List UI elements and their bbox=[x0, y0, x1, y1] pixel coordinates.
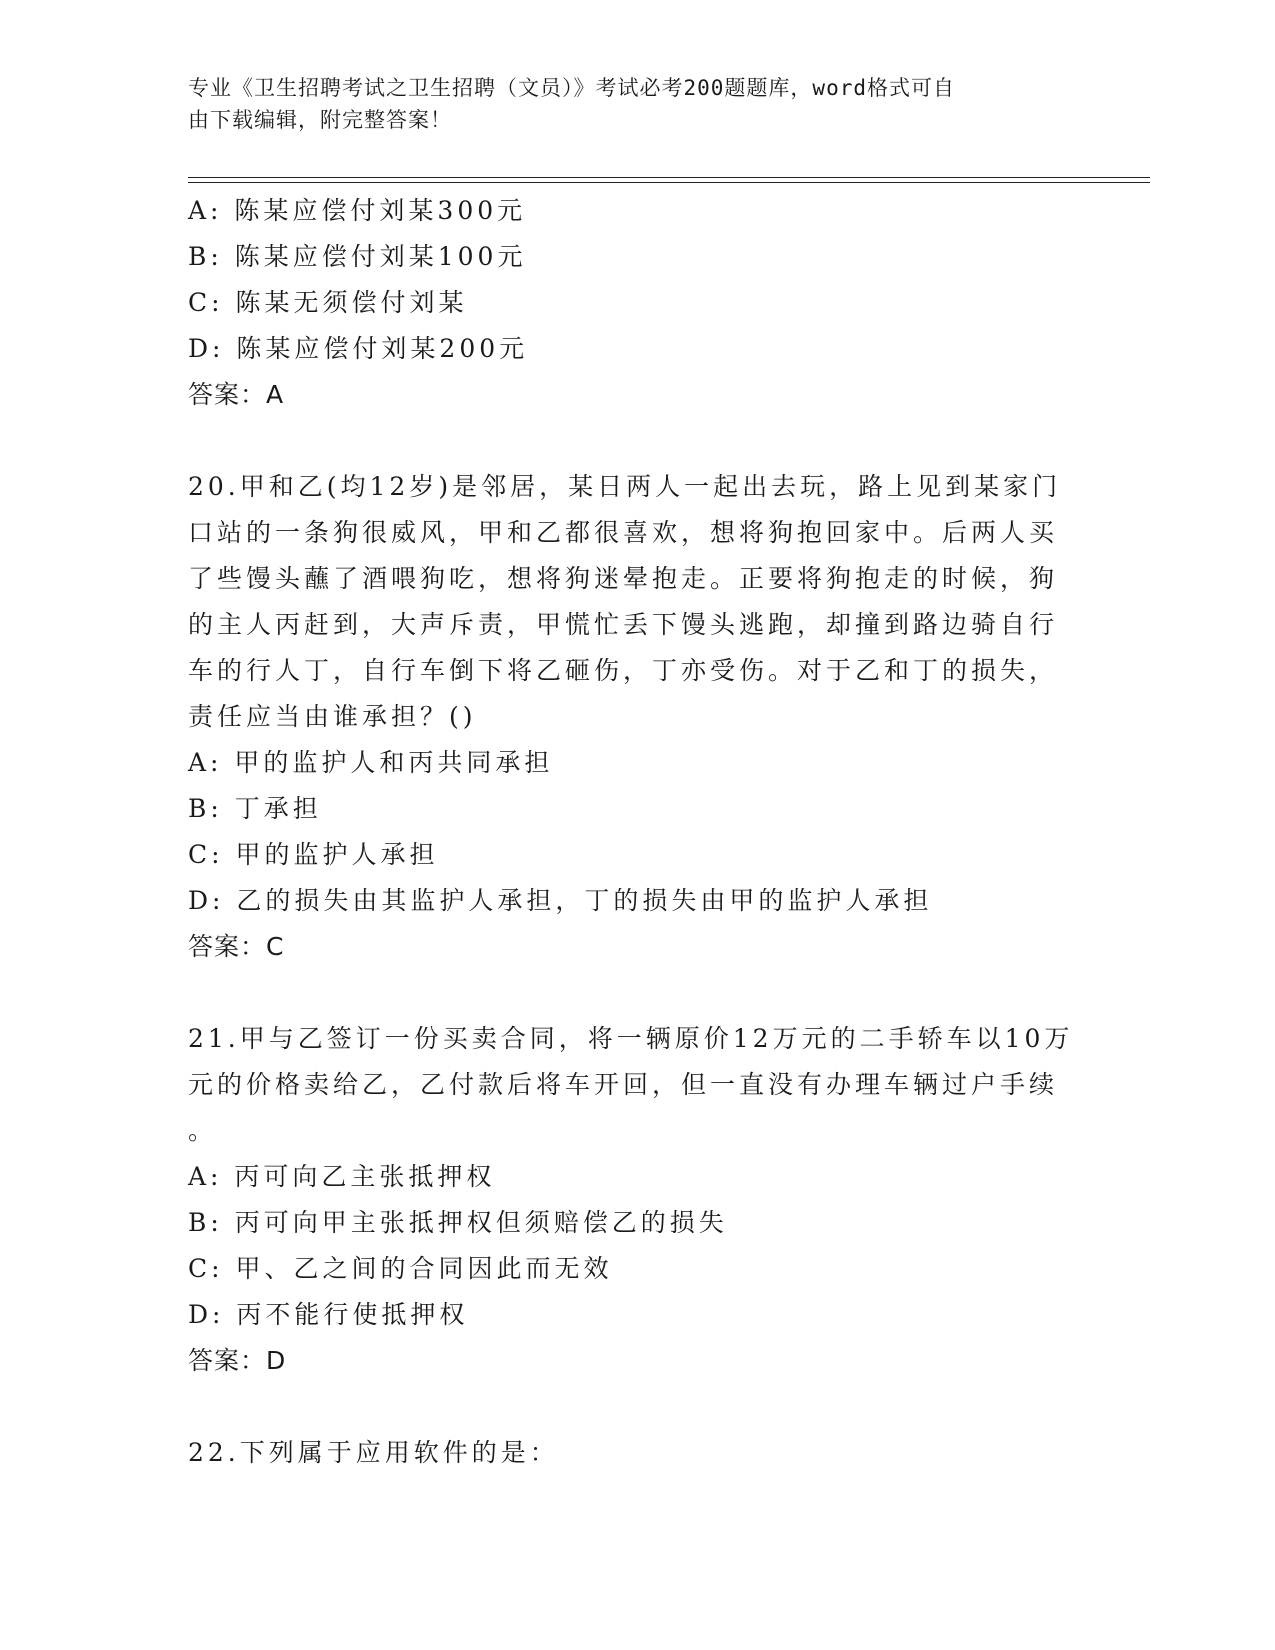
question-text-line: 元的价格卖给乙，乙付款后将车开回，但一直没有办理车辆过户手续 bbox=[188, 1070, 1059, 1099]
question-text-line: 口站的一条狗很威风，甲和乙都很喜欢，想将狗抱回家中。后两人买 bbox=[188, 518, 1059, 547]
header-line-2: 由下载编辑，附完整答案！ bbox=[188, 108, 452, 132]
answer-line: 答案：D bbox=[188, 1346, 287, 1375]
question-22 bbox=[188, 1430, 1088, 1476]
question-19-tail bbox=[188, 188, 1088, 418]
option-a: A: 甲的监护人和丙共同承担 bbox=[188, 748, 554, 777]
option-c: C: 甲的监护人承担 bbox=[188, 840, 439, 869]
question-text-line: 的主人丙赶到，大声斥责，甲慌忙丢下馒头逃跑，却撞到路边骑自行 bbox=[188, 610, 1059, 639]
option-b: B: 丁承担 bbox=[188, 794, 322, 823]
option-d: D: 丙不能行使抵押权 bbox=[188, 1300, 469, 1329]
question-text-line: 车的行人丁，自行车倒下将乙砸伤，丁亦受伤。对于乙和丁的损失， bbox=[188, 656, 1059, 685]
header-line-1: 专业《卫生招聘考试之卫生招聘（文员）》考试必考200题题库，word格式可自 bbox=[188, 76, 955, 100]
question-list bbox=[188, 188, 1088, 1476]
question-text-line: 责任应当由谁承担？() bbox=[188, 702, 477, 731]
question-text-line: 22.下列属于应用软件的是： bbox=[188, 1438, 559, 1467]
question-20 bbox=[188, 464, 1088, 970]
question-21 bbox=[188, 1016, 1088, 1384]
option-c: C: 陈某无须偿付刘某 bbox=[188, 288, 468, 317]
spacer bbox=[188, 1384, 1088, 1430]
header-divider-bottom bbox=[188, 182, 1150, 183]
option-a: A: 丙可向乙主张抵押权 bbox=[188, 1162, 496, 1191]
answer-line: 答案：A bbox=[188, 380, 285, 409]
option-c: C: 甲、乙之间的合同因此而无效 bbox=[188, 1254, 613, 1283]
option-b: B: 陈某应偿付刘某100元 bbox=[188, 242, 527, 271]
option-d: D: 乙的损失由其监护人承担，丁的损失由甲的监护人承担 bbox=[188, 886, 933, 915]
question-text-line: 20.甲和乙(均12岁)是邻居，某日两人一起出去玩，路上见到某家门 bbox=[188, 472, 1062, 501]
question-text-line: 了些馒头蘸了酒喂狗吃，想将狗迷晕抱走。正要将狗抱走的时候，狗 bbox=[188, 564, 1059, 593]
header-divider-top bbox=[188, 177, 1150, 178]
spacer bbox=[188, 418, 1088, 464]
document-header bbox=[188, 72, 1068, 136]
question-text-line: 21.甲与乙签订一份买卖合同，将一辆原价12万元的二手轿车以10万 bbox=[188, 1024, 1074, 1053]
spacer bbox=[188, 970, 1088, 1016]
option-b: B: 丙可向甲主张抵押权但须赔偿乙的损失 bbox=[188, 1208, 728, 1237]
answer-line: 答案：C bbox=[188, 932, 285, 961]
option-d: D: 陈某应偿付刘某200元 bbox=[188, 334, 529, 363]
option-a: A: 陈某应偿付刘某300元 bbox=[188, 196, 527, 225]
question-text-line: 。 bbox=[188, 1116, 218, 1145]
